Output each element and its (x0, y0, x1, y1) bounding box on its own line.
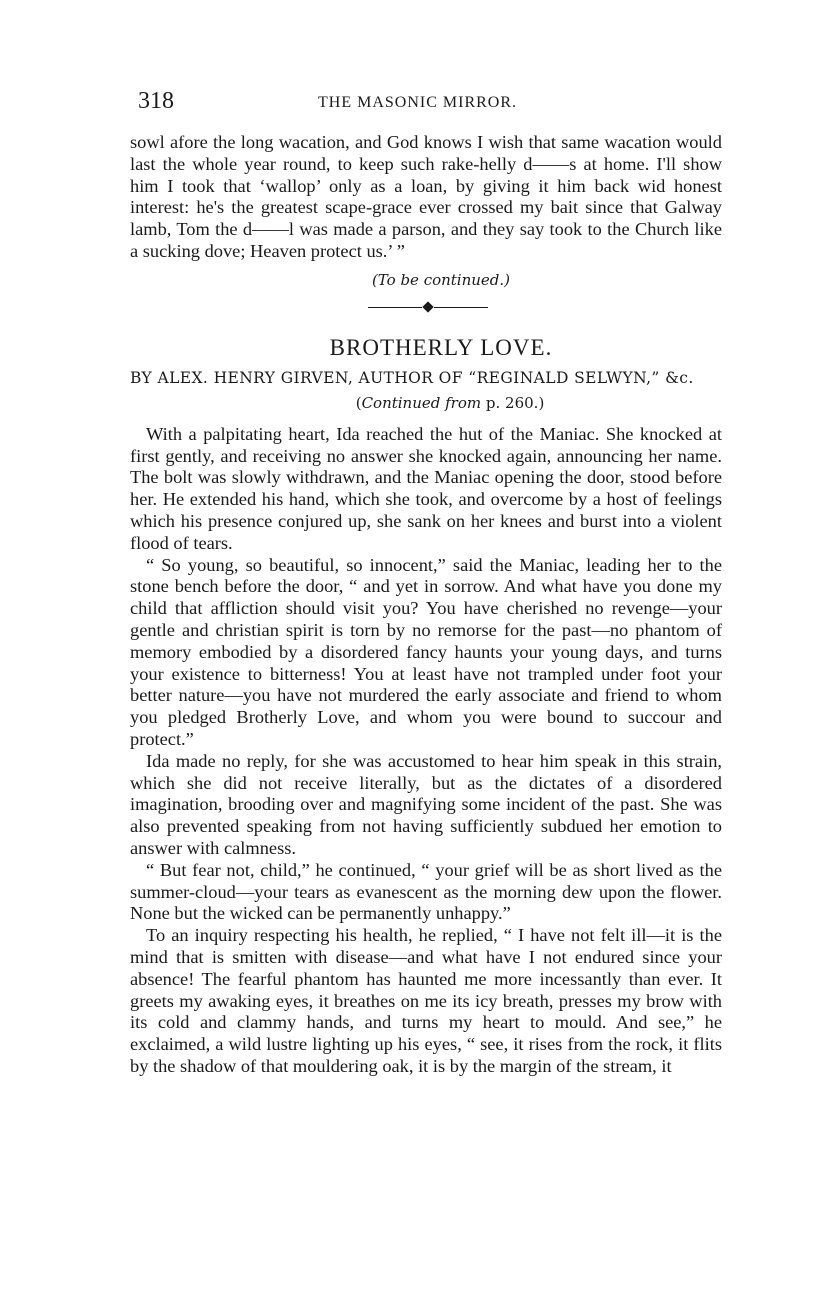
article-title: BROTHERLY LOVE. (329, 334, 553, 360)
page (130, 88, 722, 1078)
divider-diamond-icon (422, 301, 433, 312)
continued-from-label: Continued from (361, 393, 482, 412)
continued-from-note: (Continued from p. 260.) (355, 393, 545, 412)
article-byline: BY ALEX. HENRY GIRVEN, AUTHOR OF “REGINALD SELWYN,” &c. (130, 368, 694, 387)
divider-rule-right (434, 307, 488, 309)
article-paragraph: With a palpitating heart, Ida reached the hut of the Maniac. She knocked at first gently, and receiving no answer she knocked again, announcing her name. The bolt was slowly withdrawn, and the Maniac opening the door, stood before her. He extended his hand, which she took, and overcome by a host of feelings which his presence conjured up, she sank on her knees and burst into a violent flood of tears. (130, 423, 722, 553)
journal-title: THE MASONIC MIRROR. (318, 94, 518, 111)
divider-rule-left (368, 307, 422, 309)
page-number: 318 (138, 88, 174, 114)
running-head (130, 88, 722, 118)
article-paragraph: “ So young, so beautiful, so innocent,” said the Maniac, leading her to the stone bench before the door, “ and yet in sorrow. And what have you done my child that affliction should visit you? You have cherished no revenge—your gentle and christian spirit is torn by no remorse for the past—no phantom of memory embodied by a disordered fancy haunts your young days, and turns your existence to bitterness! You at least have not trampled under foot your better nature—you have not murdered the early associate and friend to whom you pledged Brotherly Love, and whom you were bound to succour and protect.” (130, 554, 722, 749)
article-body (130, 424, 722, 1078)
article-paragraph: Ida made no reply, for she was accustomed to hear him speak in this strain, which she did not receive literally, but as the dictates of a disordered imagination, brooding over and magnifying some incident of the past. She was also prevented speaking from not having sufficiently subdued her emotion to answer with calmness. (130, 750, 722, 858)
previous-article-paragraph: sowl afore the long wacation, and God knows I wish that same wacation would last the whole year round, to keep such rake-helly d——s at home. I'll show him I took that ‘wallop’ only as a loan, by giving it him back wid honest interest: he's the greatest scape-grace ever crossed my bait since that Galway lamb, Tom the d——l was made a parson, and they say took to the Church like a sucking dove; Heaven protect us.’ ” (130, 132, 722, 261)
previous-article-text (130, 132, 722, 263)
to-be-continued-note: (To be continued.) (371, 270, 511, 289)
article-paragraph: To an inquiry respecting his health, he replied, “ I have not felt ill—it is the mind that is smitten with disease—and what have I not endured since your absence! The fearful phantom has haunted me more incessantly than ever. It greets my awaking eyes, it breathes on me its icy breath, presses my brow with its cold and clammy hands, and turns my heart to mould. And see,” he exclaimed, a wild lustre lighting up his eyes, “ see, it rises from the rock, it flits by the shadow of that mouldering oak, it is by the margin of the stream, it (130, 925, 722, 1076)
article-paragraph: “ But fear not, child,” he continued, “ your grief will be as short lived as the summer-cloud—your tears as evanescent as the morning dew upon the flower. None but the wicked can be permanently unhappy.” (130, 859, 722, 924)
section-divider-ornament (368, 301, 488, 315)
continued-from-page: p. 260. (485, 393, 539, 412)
